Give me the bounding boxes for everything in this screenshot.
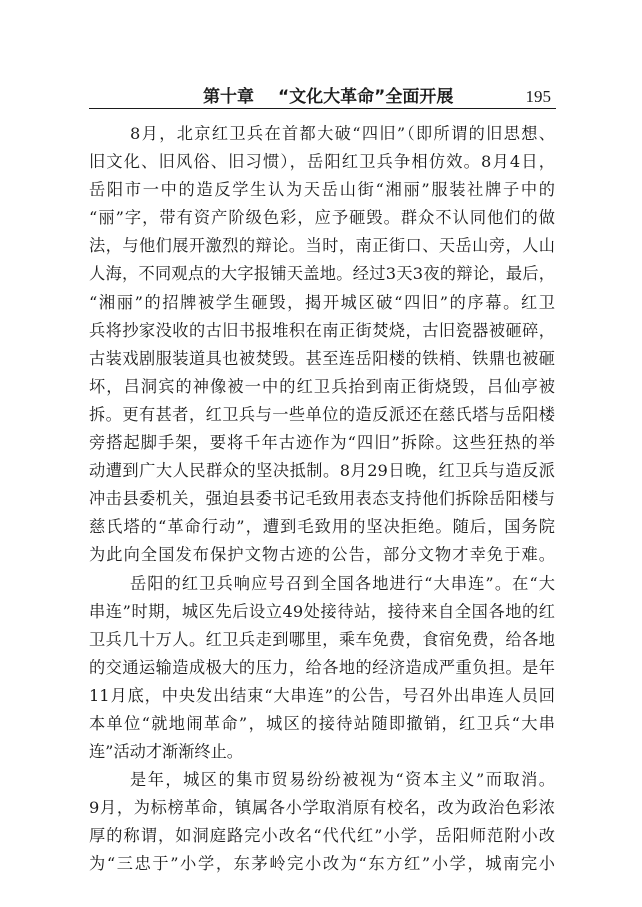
- text-line: 的交通运输造成极大的压力，给各地的经济造成严重负担。是年: [89, 657, 555, 677]
- text-line: 坏，吕洞宾的神像被一中的红卫兵抬到南正街烧毁，吕仙亭被: [89, 376, 555, 396]
- text-line: 本单位“就地闹革命”，城区的接待站随即撤销，红卫兵“大串: [89, 713, 555, 733]
- text-line: 人海，不同观点的大字报铺天盖地。经过3天3夜的辩论，最后，: [89, 264, 555, 284]
- text-line: 为此向全国发布保护文物古迹的公告，部分文物才幸免于难。: [89, 545, 555, 565]
- body-text: [89, 120, 555, 879]
- paragraph: [89, 570, 555, 767]
- text-line: 卫兵几十万人。红卫兵走到哪里，乘车免费，食宿免费，给各地: [89, 629, 555, 649]
- text-line: 冲击县委机关，强迫县委书记毛致用表态支持他们拆除岳阳楼与: [89, 489, 555, 509]
- header-rule: [89, 108, 556, 109]
- paragraph: [89, 120, 555, 570]
- text-line: “丽”字，带有资产阶级色彩，应予砸毁。群众不认同他们的做: [89, 208, 555, 228]
- text-line: 8月，北京红卫兵在首都大破“四旧”（即所谓的旧思想、: [130, 124, 555, 143]
- text-line: 串连”时期，城区先后设立49处接待站，接待来自全国各地的红: [89, 601, 555, 621]
- text-line: “湘丽”的招牌被学生砸毁，揭开城区破“四旧”的序幕。红卫: [89, 292, 555, 312]
- chapter-number: 第十章: [203, 87, 254, 107]
- chapter-title: “文化大革命”全面开展: [278, 87, 454, 107]
- text-line: 11月底，中央发出结束“大串连”的公告，号召外出串连人员回: [89, 685, 555, 705]
- text-line: 为“三忠于”小学，东茅岭完小改为“东方红”小学，城南完小: [89, 854, 555, 874]
- text-line: 是年，城区的集市贸易纷纷被视为“资本主义”而取消。: [130, 770, 555, 790]
- text-line: 拆。更有甚者，红卫兵与一些单位的造反派还在慈氏塔与岳阳楼: [89, 404, 555, 424]
- text-line: 岳阳的红卫兵响应号召到全国各地进行“大串连”。在“大: [130, 573, 555, 593]
- text-line: 旧文化、旧风俗、旧习惯），岳阳红卫兵争相仿效。8月4日，: [89, 152, 555, 172]
- paragraph: [89, 766, 555, 878]
- text-line: 慈氏塔的“革命行动”，遭到毛致用的坚决拒绝。随后，国务院: [89, 517, 555, 537]
- text-line: 旁搭起脚手架，要将千年古迹作为“四旧”拆除。这些狂热的举: [89, 433, 555, 453]
- page-number: 195: [525, 87, 551, 106]
- text-line: 厚的称谓，如洞庭路完小改名“代代红”小学，岳阳师范附小改: [89, 826, 555, 846]
- text-line: 岳阳市一中的造反学生认为天岳山街“湘丽”服装社牌子中的: [89, 180, 555, 200]
- text-line: 法，与他们展开激烈的辩论。当时，南正街口、天岳山旁，人山: [89, 236, 555, 256]
- text-line: 动遭到广大人民群众的坚决抵制。8月29日晚，红卫兵与造反派: [89, 461, 555, 481]
- text-line: 兵将抄家没收的古旧书报堆积在南正街焚烧，古旧瓷器被砸碎，: [89, 320, 555, 340]
- text-line: 9月，为标榜革命，镇属各小学取消原有校名，改为政治色彩浓: [89, 798, 555, 818]
- text-line: 古装戏剧服装道具也被焚毁。甚至连岳阳楼的铁梢、铁鼎也被砸: [89, 348, 555, 368]
- text-line: 连”活动才渐渐终止。: [89, 742, 243, 762]
- running-header: [203, 86, 453, 108]
